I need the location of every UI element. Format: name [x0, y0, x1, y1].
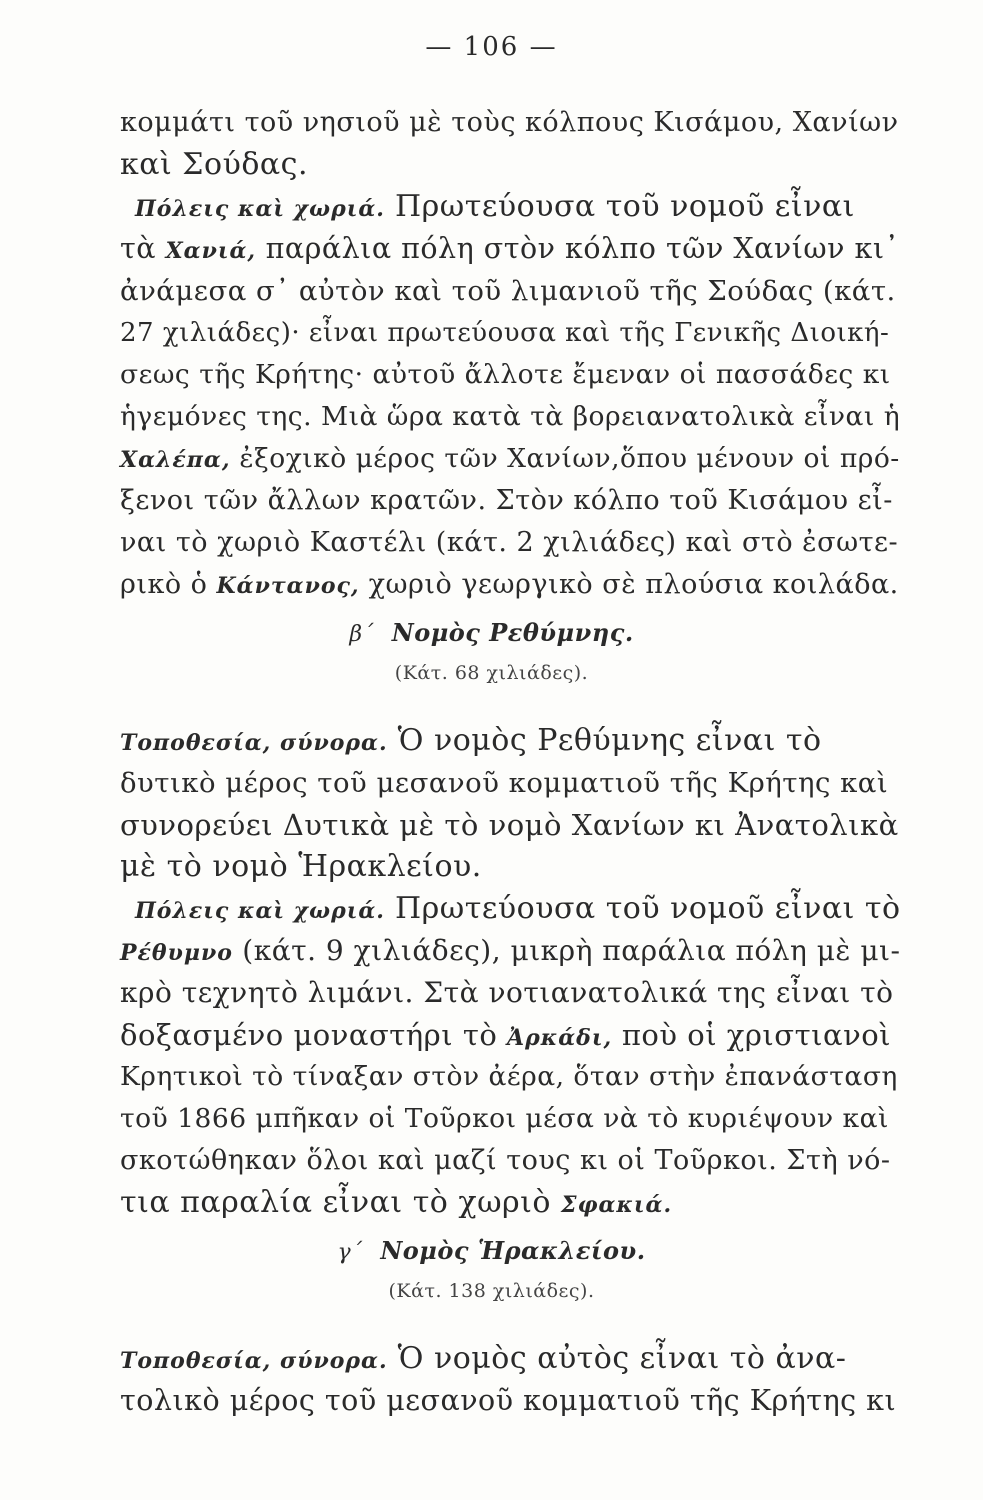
text-line: τὰ Χανιά, παράλια πόλη στὸν κόλπο τῶν Χανίων κι᾽ — [120, 232, 900, 265]
place-name: Σφακιά. — [561, 1192, 673, 1218]
page-number: — 106 — — [425, 32, 558, 62]
text-line: ξενοι τῶν ἄλλων κρατῶν. Στὸν κόλπο τοῦ Κισάμου εἶ- — [120, 485, 893, 516]
text-line: κρὸ τεχνητὸ λιμάνι. Στὰ νοτιανατολικά της εἶναι τὸ — [120, 976, 894, 1009]
text-line: Κρητικοὶ τὸ τίναξαν στὸν ἀέρα, ὅταν στὴν ἐπανάσταση — [120, 1061, 898, 1092]
population-note: (Κάτ. 138 χιλιάδες). — [388, 1280, 595, 1302]
text-line: κομμάτι τοῦ νησιοῦ μὲ τοὺς κόλπους Κισάμου, Χανίων — [120, 107, 899, 138]
text-line: καὶ Σούδας. — [120, 147, 308, 182]
section-heading: γ΄ Νομὸς Ἡρακλείου. — [337, 1236, 646, 1265]
text-line: ἡγεμόνες της. Μιὰ ὥρα κατὰ τὰ βορειανατολικὰ εἶναι ἡ — [120, 401, 901, 432]
text-line: Πόλεις καὶ χωριά. Πρωτεύουσα τοῦ νομοῦ εἶναι — [135, 189, 855, 224]
text-line: 27 χιλιάδες)· εἶναι πρωτεύουσα καὶ τῆς Γενικῆς Διοική- — [120, 318, 890, 348]
subheading: Πόλεις καὶ χωριά. — [135, 898, 385, 924]
text-line: Ρέθυμνο (κάτ. 9 χιλιάδες), μικρὴ παράλια πόλη μὲ μι- — [120, 934, 901, 967]
text-line: ρικὸ ὁ Κάντανος, χωριὸ γεωργικὸ σὲ πλούσια κοιλάδα. — [120, 569, 899, 600]
text-line: Τοποθεσία, σύνορα. Ὁ νομὸς αὐτὸς εἶναι τὸ ἀνα- — [120, 1341, 847, 1376]
text-line: ναι τὸ χωριὸ Καστέλι (κάτ. 2 χιλιάδες) καὶ στὸ ἐσωτε- — [120, 527, 899, 558]
subheading: Τοποθεσία, σύνορα. — [120, 1348, 388, 1374]
section-heading: β΄ Νομὸς Ρεθύμνης. — [349, 618, 634, 647]
text-line: Πόλεις καὶ χωριά. Πρωτεύουσα τοῦ νομοῦ εἶναι τὸ — [135, 891, 901, 926]
text-line: συνορεύει Δυτικὰ μὲ τὸ νομὸ Χανίων κι Ἀνατολικὰ — [120, 808, 899, 842]
place-name: Χαλέπα, — [120, 447, 231, 473]
place-name: Κάντανος, — [216, 573, 360, 599]
text-line: δυτικὸ μέρος τοῦ μεσανοῦ κομματιοῦ τῆς Κρήτης καὶ — [120, 767, 889, 799]
place-name: Χανιά, — [165, 238, 257, 264]
text-line: Χαλέπα, ἐξοχικὸ μέρος τῶν Χανίων,ὅπου μένουν οἱ πρό- — [120, 443, 900, 474]
text-line: Τοποθεσία, σύνορα. Ὁ νομὸς Ρεθύμνης εἶναι τὸ — [120, 723, 822, 758]
text-line: τολικὸ μέρος τοῦ μεσανοῦ κομματιοῦ τῆς Κρήτης κι — [120, 1384, 897, 1417]
place-name: Ἀρκάδι, — [507, 1025, 613, 1051]
text-line: τια παραλία εἶναι τὸ χωριὸ Σφακιά. — [120, 1185, 673, 1220]
subheading: Πόλεις καὶ χωριά. — [135, 196, 385, 222]
text-line: σκοτώθηκαν ὅλοι καὶ μαζί τους κι οἱ Τοῦρκοι. Στὴ νό- — [120, 1145, 891, 1176]
text-line: σεως τῆς Κρήτης· αὐτοῦ ἄλλοτε ἔμεναν οἱ πασσάδες κι — [120, 359, 891, 390]
population-note: (Κάτ. 68 χιλιάδες). — [394, 662, 589, 684]
text-line: δοξασμένο μοναστήρι τὸ Ἀρκάδι, ποὺ οἱ χριστιανοὶ — [120, 1018, 892, 1052]
text-line: τοῦ 1866 μπῆκαν οἱ Τοῦρκοι μέσα νὰ τὸ κυριέψουν καὶ — [120, 1103, 889, 1134]
subheading: Τοποθεσία, σύνορα. — [120, 730, 388, 756]
place-name: Ρέθυμνο — [120, 940, 233, 966]
text-line: μὲ τὸ νομὸ Ἡρακλείου. — [120, 849, 482, 884]
text-line: ἀνάμεσα σ᾽ αὐτὸν καὶ τοῦ λιμανιοῦ τῆς Σούδας (κάτ. — [120, 275, 896, 307]
